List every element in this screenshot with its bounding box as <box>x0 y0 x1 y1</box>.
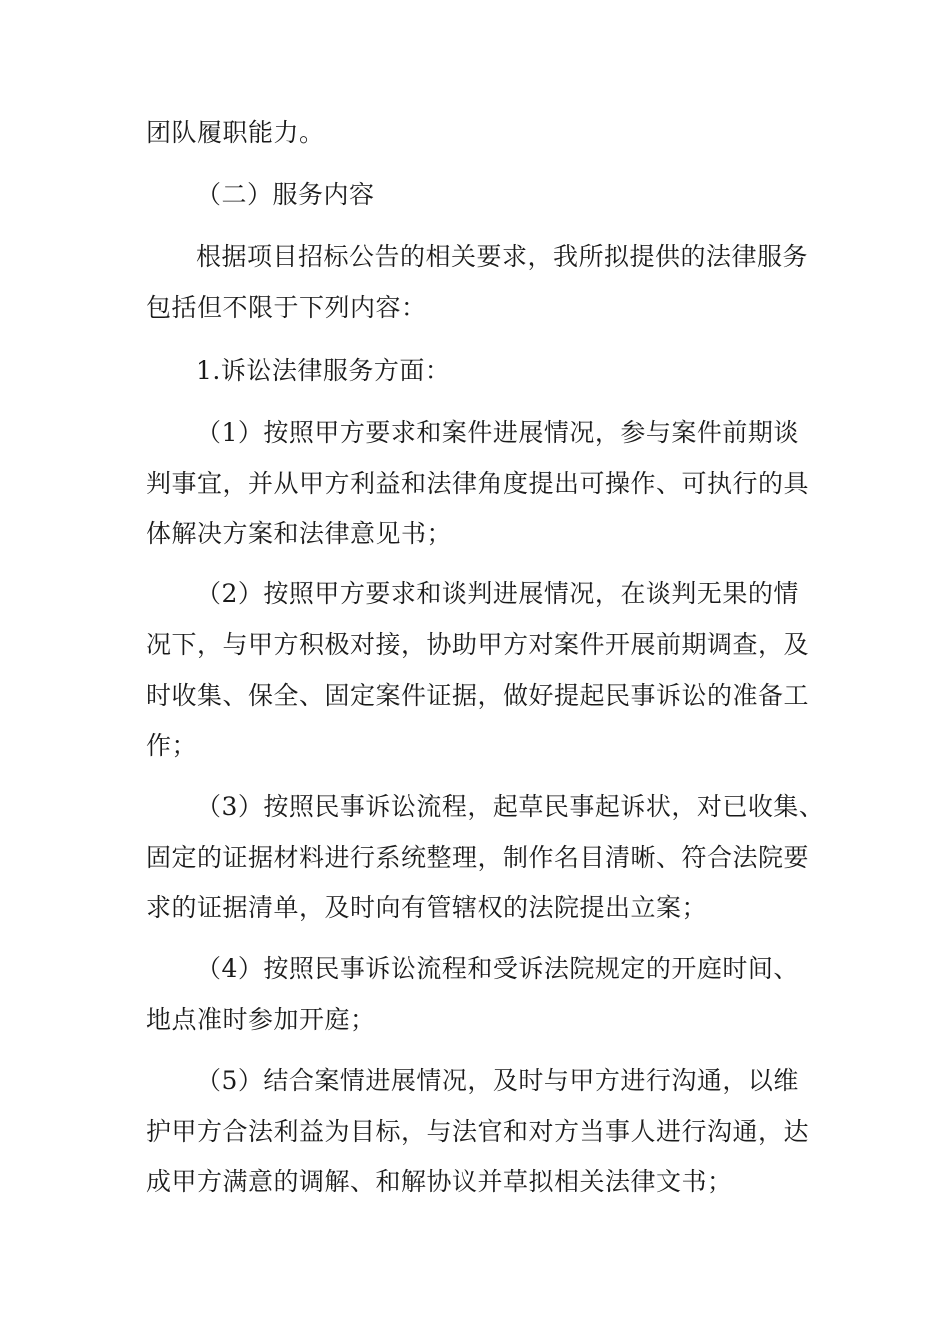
text-line: 时收集、保全、固定案件证据，做好提起民事诉讼的准备工 <box>146 681 810 710</box>
text-line: （1）按照甲方要求和案件进展情况，参与案件前期谈 <box>196 418 799 447</box>
text-line: （3）按照民事诉讼流程，起草民事起诉状，对已收集、 <box>196 792 825 821</box>
text-line: （2）按照甲方要求和谈判进展情况，在谈判无果的情 <box>196 579 799 608</box>
text-line: 根据项目招标公告的相关要求，我所拟提供的法律服务 <box>196 242 809 271</box>
text-line: 护甲方合法利益为目标，与法官和对方当事人进行沟通，达 <box>146 1117 810 1146</box>
text-line: 地点准时参加开庭； <box>146 1005 376 1034</box>
section-heading: （二）服务内容 <box>196 180 375 209</box>
text-line: （5）结合案情进展情况，及时与甲方进行沟通，以维 <box>196 1066 799 1095</box>
text-line: 成甲方满意的调解、和解协议并草拟相关法律文书； <box>146 1167 733 1196</box>
text-line: 况下，与甲方积极对接，协助甲方对案件开展前期调查，及 <box>146 630 810 659</box>
subsection-heading: 1.诉讼法律服务方面： <box>196 356 451 385</box>
text-line: 作； <box>146 731 198 760</box>
text-line: 求的证据清单，及时向有管辖权的法院提出立案； <box>146 893 708 922</box>
text-line: 固定的证据材料进行系统整理，制作名目清晰、符合法院要 <box>146 843 810 872</box>
text-line: 体解决方案和法律意见书； <box>146 519 453 548</box>
text-line: （4）按照民事诉讼流程和受诉法院规定的开庭时间、 <box>196 954 799 983</box>
text-line: 团队履职能力。 <box>146 118 325 147</box>
text-line: 判事宜，并从甲方利益和法律角度提出可操作、可执行的具 <box>146 469 810 498</box>
text-line: 包括但不限于下列内容： <box>146 293 427 322</box>
